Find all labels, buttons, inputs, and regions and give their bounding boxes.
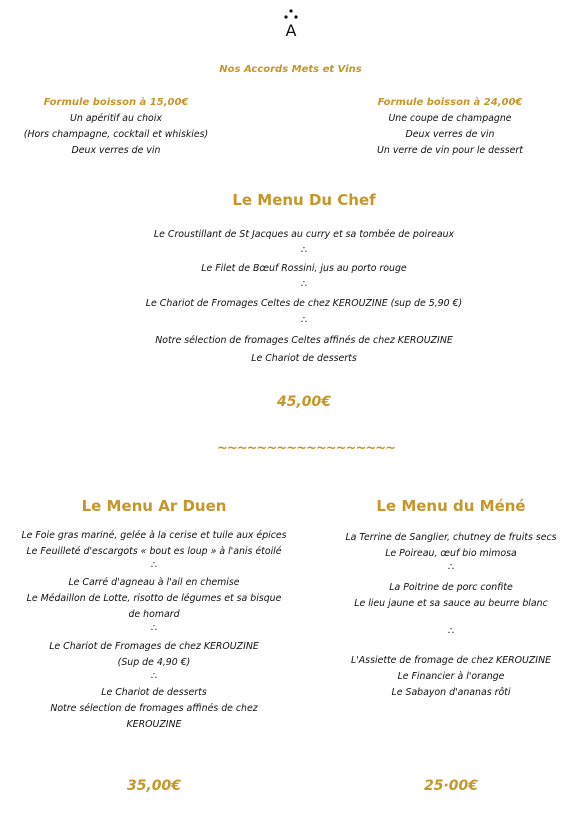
separator-icon: ∴: [150, 623, 158, 634]
chef-item: Notre sélection de fromages Celtes affinés de chez KEROUZINE: [155, 335, 453, 346]
duen-item: Le Médaillon de Lotte, risotto de légumes et sa bisque: [26, 593, 282, 604]
mene-menu-items: [326, 530, 576, 701]
duen-menu-items: [20, 528, 288, 733]
duen-menu-price: 35,00€: [126, 778, 182, 794]
separator-icon: ∴: [300, 245, 308, 256]
mene-item: La Poitrine de porc confite: [389, 582, 513, 593]
formule-right-line: Un verre de vin pour le dessert: [377, 145, 523, 156]
mene-item: Le lieu jaune et sa sauce au beurre blanc: [354, 598, 548, 609]
duen-menu-title: Le Menu Ar Duen: [81, 497, 227, 515]
chef-item: Le Filet de Bœuf Rossini, jus au porto rouge: [201, 263, 407, 274]
duen-item: Notre sélection de fromages affinés de chez: [50, 703, 258, 714]
duen-item: Le Foie gras mariné, gelée à la cerise et tuile aux épices: [21, 530, 287, 541]
svg-text:A: A: [285, 21, 297, 38]
duen-item: Le Chariot de desserts: [101, 687, 207, 698]
formule-left-line: Un apéritif au choix: [70, 113, 162, 124]
duen-item: Le Chariot de Fromages de chez KEROUZINE: [49, 641, 259, 652]
duen-item: de homard: [128, 609, 180, 620]
duen-item: KEROUZINE: [126, 719, 182, 730]
chef-item: Le Croustillant de St Jacques au curry et sa tombée de poireaux: [153, 229, 455, 240]
separator-icon: ∴: [300, 315, 308, 326]
formule-left-line: (Hors champagne, cocktail et whiskies): [23, 129, 209, 140]
formule-right: [340, 95, 560, 159]
separator-icon: ∴: [300, 279, 308, 290]
formule-left-title: Formule boisson à 15,00€: [43, 97, 189, 108]
restaurant-logo: [280, 8, 302, 38]
accords-title: Nos Accords Mets et Vins: [219, 64, 362, 75]
chef-menu-price: 45,00€: [276, 394, 332, 410]
formule-left: [0, 95, 232, 159]
formule-right-line: Une coupe de champagne: [388, 113, 512, 124]
chef-menu-items: [0, 227, 581, 367]
tilde-divider: ~~~~~~~~~~~~~~~~~~: [216, 441, 396, 456]
chef-item: Le Chariot de desserts: [251, 353, 357, 364]
duen-item: (Sup de 4,90 €): [117, 657, 191, 668]
duen-item: Le Carré d'agneau à l'ail en chemise: [68, 577, 240, 588]
separator-icon: ∴: [150, 560, 158, 571]
separator-icon: ∴: [150, 671, 158, 682]
formule-left-line: Deux verres de vin: [71, 145, 161, 156]
chef-item: Le Chariot de Fromages Celtes de chez KEROUZINE (sup de 5,90 €): [145, 298, 463, 309]
mene-item: La Terrine de Sanglier, chutney de fruits secs: [345, 532, 557, 543]
separator-icon: ∴: [447, 626, 455, 637]
mene-item: Le Sabayon d'ananas rôti: [391, 687, 511, 698]
mene-menu-price: 25·00€: [423, 778, 479, 794]
formule-right-title: Formule boisson à 24,00€: [377, 97, 523, 108]
logo-a-icon: [280, 8, 302, 38]
separator-icon: ∴: [447, 562, 455, 573]
mene-item: Le Poireau, œuf bio mimosa: [385, 548, 517, 559]
formule-right-line: Deux verres de vin: [405, 129, 495, 140]
chef-menu-title: Le Menu Du Chef: [232, 191, 376, 209]
mene-menu-title: Le Menu du Méné: [376, 497, 526, 515]
mene-item: Le Financier à l'orange: [397, 671, 505, 682]
duen-item: Le Feuilleté d'escargots « bout es loup » à l'anis étoilé: [26, 546, 282, 557]
mene-item: L'Assiette de fromage de chez KEROUZINE: [350, 655, 552, 666]
